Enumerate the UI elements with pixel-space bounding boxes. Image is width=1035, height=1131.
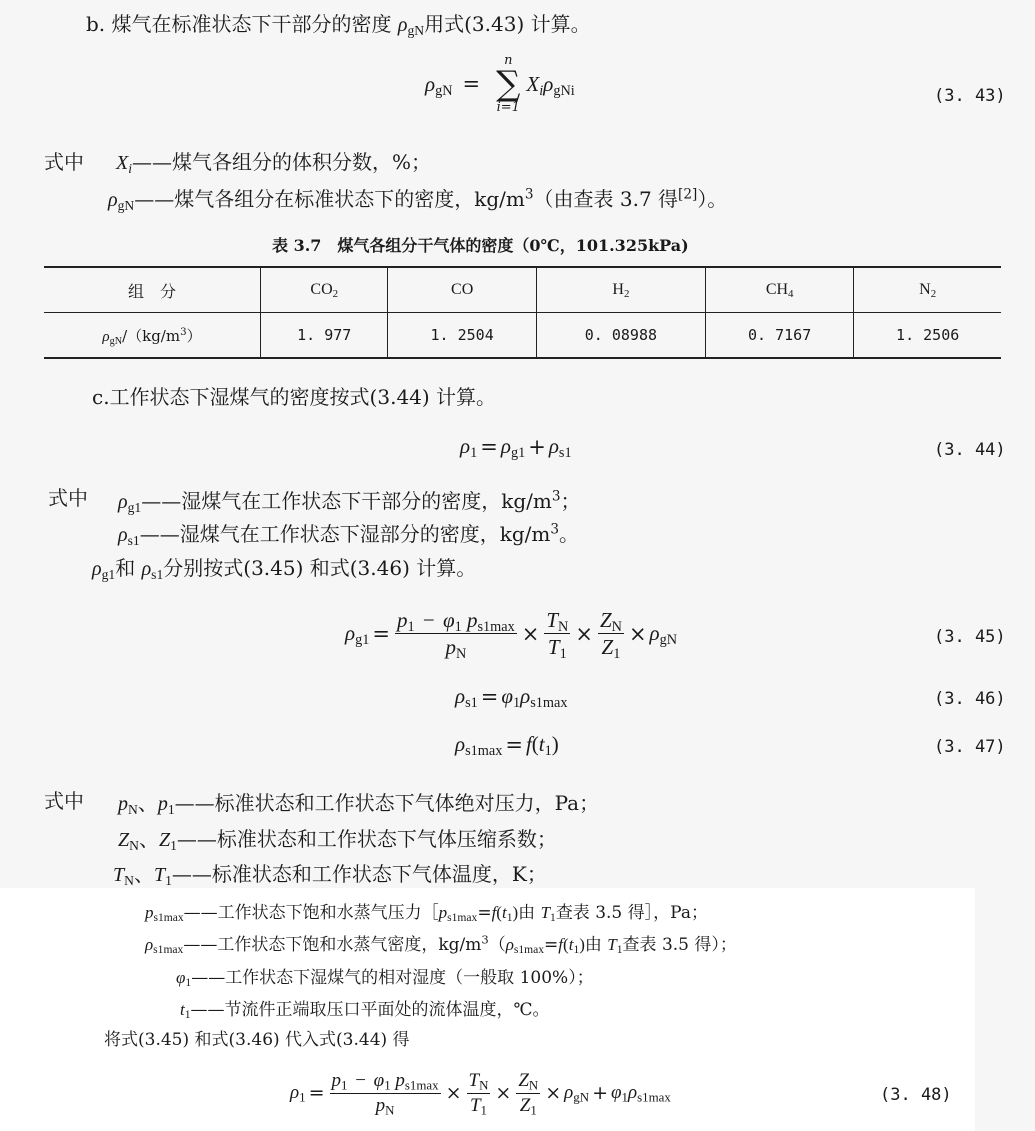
gas-density-table bbox=[44, 266, 1001, 359]
respectively-text: $\rho_{g1}$和 $\rho_{s1}$分别按式(3.45) 和式(3.46) 计算。 bbox=[92, 556, 477, 582]
definition-compressibility: $Z_N$、$Z_1——$标准状态和工作状态下气体压缩系数； bbox=[118, 827, 557, 853]
table-cell: 1. 2506 bbox=[854, 313, 1001, 359]
equation-3-48: $\rho_1$ = $\frac{p_1 - \varphi_1 p_{s1max}}{p_N}$ × $\frac{T_N}{T_1}$ × $\frac{Z_N}{Z_1}$ × $\rho_{gN}$ + $\varphi_1\rho_{s1max}$ bbox=[290, 1070, 671, 1118]
heading-text-tail: 用式(3.43) 计算。 bbox=[424, 12, 591, 36]
definition-saturation-density: $\rho_{s1max}——$工作状态下饱和水蒸气密度，$kg/m^3(\rho_{s1max}=f(t_1)$由 $T_1$查表 3.5 得）； bbox=[145, 932, 737, 957]
definition-Xi: $X_i——$煤气各组分的体积分数，%； bbox=[116, 150, 432, 176]
table-cell: 0. 7167 bbox=[705, 313, 853, 359]
equation-3-45: $\rho_{g1}$ = $\frac{p_1 - \varphi_1 p_{s1max}}{p_N}$ × $\frac{T_N}{T_1}$ × $\frac{Z_N}{Z_1}$ × $\rho_{gN}$ bbox=[345, 608, 678, 663]
equation-3-43: $\rho_{gN}$ = n ∑ i=1 $X_i\rho_{gNi}$ bbox=[425, 53, 575, 115]
table-row bbox=[44, 313, 1001, 359]
column-header: $CH_4$ bbox=[705, 267, 853, 313]
definition-pressure: $p_N$、$p_1——$标准状态和工作状态下气体绝对压力，Pa； bbox=[118, 791, 600, 817]
table-header-row bbox=[44, 267, 1001, 313]
fraction: $\frac{T_N}{T_1}$ bbox=[468, 1070, 489, 1118]
where-lead: 式中 bbox=[44, 150, 84, 174]
section-label: b. bbox=[86, 12, 106, 36]
table-cell: 1. 2504 bbox=[388, 313, 536, 359]
equation-3-47: $\rho_{s1max}$ = f ( $t_1$ ) bbox=[455, 732, 559, 759]
substitution-text: 将式(3.45) 和式(3.46) 代入式(3.44) 得 bbox=[104, 1030, 410, 1050]
equation-number: (3. 43) bbox=[934, 86, 1006, 106]
fraction: $\frac{p_1 - \varphi_1 p_{s1max}}{p_N}$ bbox=[396, 608, 515, 663]
where-lead: 式中 bbox=[44, 789, 84, 813]
heading-text: 煤气在标准状态下干部分的密度 bbox=[111, 12, 392, 36]
rho-symbol: $\rho_{gN}$ bbox=[397, 14, 425, 38]
fraction: $\frac{T_N}{T_1}$ bbox=[546, 608, 569, 663]
column-header: $H_2$ bbox=[536, 267, 705, 313]
citation-ref: [2] bbox=[678, 186, 698, 203]
equation-number: (3. 47) bbox=[934, 737, 1006, 757]
equation-3-46: $\rho_{s1}$ = $\varphi_1\rho_{s1max}$ bbox=[455, 684, 568, 711]
summation-sign: n ∑ i=1 bbox=[496, 53, 521, 115]
equation-number: (3. 45) bbox=[934, 627, 1006, 647]
definition-fluid-temperature: $t_1——$节流件正端取压口平面处的流体温度，℃。 bbox=[180, 1000, 550, 1022]
equation-number: (3. 44) bbox=[934, 440, 1006, 460]
table-cell: 1. 977 bbox=[261, 313, 388, 359]
section-b-heading bbox=[86, 8, 591, 37]
column-header: $CO_2$ bbox=[261, 267, 388, 313]
row-label: $\rho_{gN}/(kg/m^3)$ bbox=[44, 313, 261, 359]
table-cell: 0. 08988 bbox=[536, 313, 705, 359]
column-header: CO bbox=[388, 267, 536, 313]
definition-rho-gN: $\rho_{gN}——$煤气各组分在标准状态下的密度，$kg/m^3$（由查表 3.7 得[2]）。 bbox=[108, 186, 728, 213]
definition-rho-g1: $\rho_{g1}——$湿煤气在工作状态下干部分的密度，$kg/m^3$； bbox=[118, 488, 581, 515]
definition-saturation-pressure: $p_{s1max}——$工作状态下饱和水蒸气压力$[p_{s1max}=f(t_1)$由 $T_1$查表 3.5 得］，Pa； bbox=[145, 903, 708, 925]
definition-rho-s1: $\rho_{s1}——$湿煤气在工作状态下湿部分的密度，$kg/m^3$。 bbox=[118, 521, 579, 548]
equation-number: (3. 46) bbox=[934, 689, 1006, 709]
section-c-heading: c.工作状态下湿煤气的密度按式(3.44) 计算。 bbox=[92, 385, 497, 409]
header-label: 组 分 bbox=[44, 267, 261, 313]
fraction: $\frac{Z_N}{Z_1}$ bbox=[599, 608, 622, 663]
equation-3-44: $\rho_1$ = $\rho_{g1}$ + $\rho_{s1}$ bbox=[460, 434, 572, 461]
fraction: $\frac{p_1 - \varphi_1 p_{s1max}}{p_N}$ bbox=[331, 1070, 439, 1118]
where-lead: 式中 bbox=[48, 486, 88, 510]
column-header: $N_2$ bbox=[854, 267, 1001, 313]
definition-relative-humidity: $\varphi_1——$工作状态下湿煤气的相对湿度（一般取 100%）； bbox=[176, 968, 594, 990]
fraction: $\frac{Z_N}{Z_1}$ bbox=[518, 1070, 539, 1118]
equation-number: (3. 48) bbox=[880, 1085, 952, 1105]
table-caption: 表 3.7 煤气各组分干气体的密度（0℃，101.325kPa) bbox=[272, 236, 689, 255]
definition-temperature: $T_N$、$T_1——$标准状态和工作状态下气体温度，K； bbox=[113, 862, 547, 888]
